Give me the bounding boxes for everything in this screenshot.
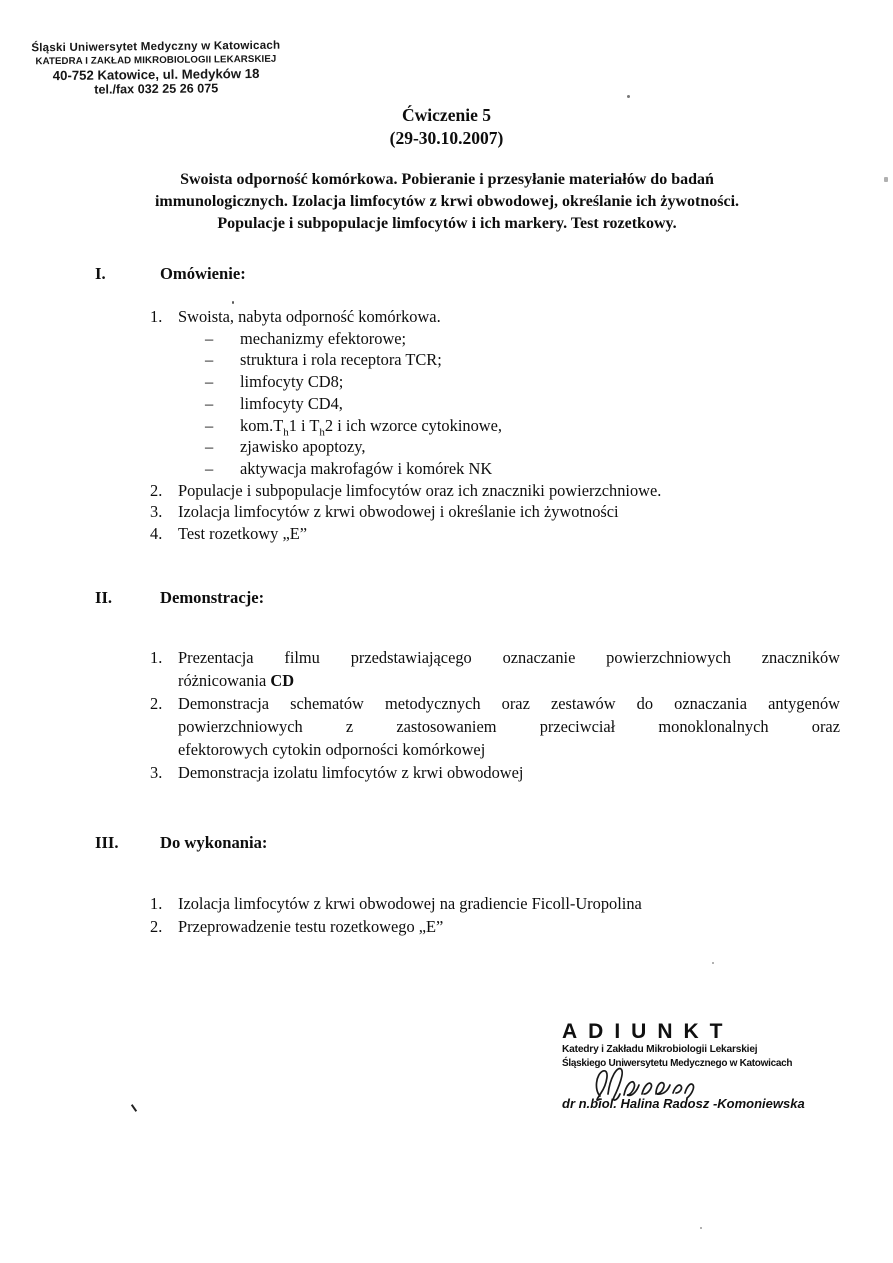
university-address-stamp (28, 39, 285, 98)
stamp-university-line: Śląskiego Uniwersytetu Medycznego w Katowicach (562, 1057, 793, 1069)
list-item (150, 501, 850, 523)
item-number: 1. (150, 894, 163, 913)
item-number: 1. (150, 307, 163, 326)
item-text (178, 692, 840, 761)
list-subitem (150, 415, 850, 437)
section-3-numeral: III. (95, 833, 119, 852)
item-number: 2. (150, 694, 163, 713)
item-text: Test rozetkowy „E” (178, 524, 308, 544)
stamp-address: 40-752 Katowice, ul. Medyków 18 (52, 65, 260, 84)
item-line-part: różnicowania (178, 671, 271, 690)
dash-marker: – (205, 393, 214, 413)
subitem-text: zjawisko apoptozy, (240, 437, 366, 457)
item-number: 2. (150, 480, 163, 500)
list-item (150, 523, 850, 545)
list-subitem (150, 393, 850, 415)
item-text: Demonstracja izolatu limfocytów z krwi obwodowej (178, 763, 524, 782)
section-2-list (150, 646, 840, 784)
list-item (150, 692, 840, 761)
scan-speck (884, 177, 888, 182)
dash-marker: – (205, 328, 214, 348)
dash-marker: – (205, 415, 214, 435)
item-number: 4. (150, 524, 163, 544)
item-number: 1. (150, 648, 163, 667)
section-3-title: Do wykonania: (160, 833, 268, 852)
list-subitem (150, 458, 850, 480)
dash-marker: – (205, 437, 214, 457)
scan-speck (700, 1227, 702, 1229)
exercise-date: (29-30.10.2007) (389, 128, 504, 148)
item-text: Swoista, nabyta odporność komórkowa. (178, 307, 441, 326)
item-line-justified: Prezentacja filmu przedstawiającego oznaczanie powierzchniowych znaczników (178, 648, 840, 667)
subitem-text-part: kom.T (240, 415, 284, 435)
list-item (150, 480, 850, 502)
subitem-text: struktura i rola receptora TCR; (240, 350, 442, 370)
item-text: Izolacja limfocytów z krwi obwodowej i określanie ich żywotności (178, 502, 619, 522)
item-line: efektorowych cytokin odporności komórkowej (178, 740, 486, 759)
item-line (178, 669, 840, 692)
dash-marker: – (205, 458, 214, 478)
dash-marker: – (205, 372, 214, 392)
subitem-text (240, 415, 502, 437)
list-item (150, 761, 840, 784)
section-1-list (150, 306, 850, 545)
item-text: Populacje i subpopulacje limfocytów oraz ich znaczniki powierzchniowe. (178, 480, 662, 500)
section-1-title: Omówienie: (160, 264, 246, 283)
adiunkt-signature-stamp (562, 1020, 832, 1111)
list-item (150, 646, 840, 692)
item-number: 2. (150, 917, 163, 936)
scan-speck (712, 962, 714, 964)
list-subitem (150, 371, 850, 393)
subitem-text-part: 1 i T (288, 415, 320, 435)
scan-speck (627, 95, 630, 98)
item-text: Izolacja limfocytów z krwi obwodowej na gradiencie Ficoll-Uropolina (178, 894, 642, 913)
stamp-university-name: Śląski Uniwersytet Medyczny w Katowicach (31, 38, 281, 55)
stamp-department-name: KATEDRA I ZAKŁAD MIKROBIOLOGII LEKARSKIEJ (35, 53, 277, 68)
subject-line: Populacje i subpopulacje limfocytów i ich markery. Test rozetkowy. (217, 214, 677, 232)
signer-name: dr n.biol. Halina Radosz -Komoniewska (562, 1095, 805, 1111)
stamp-phone: tel./fax 032 25 26 075 (94, 81, 219, 97)
subject-paragraph (47, 169, 847, 234)
subitem-text-part: 2 i ich wzorce cytokinowe, (324, 415, 502, 435)
list-subitem (150, 349, 850, 371)
section-1-numeral: I. (95, 264, 106, 283)
subject-line: immunologicznych. Izolacja limfocytów z krwi obwodowej, określanie ich żywotności. (154, 192, 740, 210)
list-item (150, 892, 840, 915)
list-subitem (150, 328, 850, 350)
subitem-text: limfocyty CD4, (240, 393, 343, 413)
handwritten-signature (590, 1062, 722, 1106)
item-line-bold: CD (270, 671, 295, 690)
item-text (178, 646, 840, 692)
subitem-text: limfocyty CD8; (240, 372, 344, 392)
exercise-title: Ćwiczenie 5 (402, 105, 491, 125)
scan-stray-mark (131, 1104, 137, 1112)
list-item (150, 915, 840, 938)
list-item (150, 306, 850, 328)
section-3-list (150, 892, 840, 938)
scan-speck (232, 301, 234, 304)
stamp-department-line: Katedry i Zakładu Mikrobiologii Lekarskiej (562, 1044, 758, 1055)
subscript-h: h (319, 425, 325, 438)
subitem-text: aktywacja makrofagów i komórek NK (240, 458, 493, 478)
dash-marker: – (205, 350, 214, 370)
item-line-justified: powierzchniowych z zastosowaniem przeciwciał monoklonalnych oraz (178, 717, 840, 736)
section-2-numeral: II. (95, 588, 113, 607)
section-2-title: Demonstracje: (160, 588, 265, 607)
stamp-role-title: ADIUNKT (562, 1020, 734, 1043)
subitem-text: mechanizmy efektorowe; (240, 328, 407, 348)
document-title-block (0, 104, 893, 150)
item-number: 3. (150, 502, 163, 522)
subject-line: Swoista odporność komórkowa. Pobieranie i przesyłanie materiałów do badań (180, 171, 714, 188)
item-number: 3. (150, 763, 163, 782)
item-text: Przeprowadzenie testu rozetkowego „E” (178, 917, 444, 936)
subscript-h: h (283, 425, 289, 438)
item-line-justified: Demonstracja schematów metodycznych oraz zestawów do oznaczania antygenów (178, 694, 840, 713)
list-subitem (150, 436, 850, 458)
